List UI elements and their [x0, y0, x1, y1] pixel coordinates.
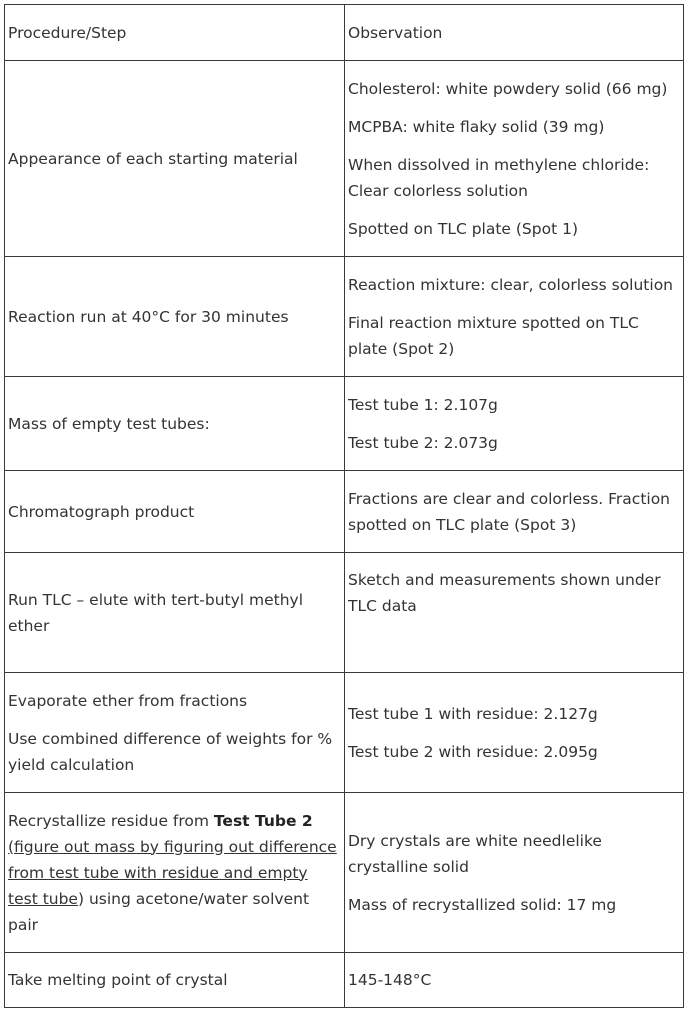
observation-text: Test tube 1 with residue: 2.127g [348, 704, 598, 723]
table-row [5, 793, 684, 953]
observation-text: Cholesterol: white powdery solid (66 mg) [348, 79, 668, 98]
observation-cell [345, 553, 684, 673]
procedure-text: Appearance of each starting material [8, 149, 298, 168]
observation-text: Spotted on TLC plate (Spot 1) [348, 219, 579, 238]
procedure-text [8, 808, 340, 938]
observation-text: Reaction mixture: clear, colorless solution [348, 275, 674, 294]
observation-text: Test tube 1: 2.107g [348, 395, 498, 414]
observation-cell [345, 377, 684, 471]
observation-cell [345, 793, 684, 953]
lab-procedure-table [4, 4, 684, 1008]
observation-text: Sketch and measurements shown under TLC data [348, 571, 661, 615]
table-row [5, 953, 684, 1008]
observation-cell [345, 673, 684, 793]
observation-text: 145-148°C [348, 971, 432, 989]
procedure-prefix: Recrystallize residue from [8, 811, 214, 830]
observation-text: Fractions are clear and colorless. Fraction spotted on TLC plate (Spot 3) [348, 489, 671, 534]
test-tube-emphasis: Test Tube 2 [213, 811, 313, 830]
procedure-suffix: ) using acetone/water solvent pair [8, 889, 310, 934]
procedure-cell [5, 793, 345, 953]
observation-text: Dry crystals are white needlelike crystalline solid [348, 831, 602, 876]
table-row [5, 257, 684, 377]
table-row [5, 471, 684, 553]
table-row [5, 377, 684, 471]
procedure-text: Use combined difference of weights for % yield calculation [8, 729, 333, 774]
observation-text: Test tube 2: 2.073g [348, 433, 498, 452]
procedure-text: Run TLC – elute with tert-butyl methyl ether [8, 590, 304, 635]
procedure-cell [5, 471, 345, 553]
observation-text: Final reaction mixture spotted on TLC plate (Spot 2) [348, 313, 639, 358]
header-observation: Observation [345, 5, 684, 61]
observation-text: MCPBA: white flaky solid (39 mg) [348, 117, 605, 136]
table-row [5, 673, 684, 793]
table-row [5, 61, 684, 257]
observation-cell [345, 257, 684, 377]
procedure-text: Mass of empty test tubes: [8, 414, 210, 433]
underlined-note: (figure out mass by figuring out difference from test tube with residue and empty test tube [8, 837, 337, 908]
observation-text: When dissolved in methylene chloride: Clear colorless solution [348, 155, 650, 200]
procedure-text: Evaporate ether from fractions [8, 691, 248, 710]
observation-cell [345, 61, 684, 257]
procedure-text: Take melting point of crystal [8, 971, 228, 989]
procedure-cell [5, 61, 345, 257]
procedure-cell [5, 953, 345, 1008]
observation-text: Mass of recrystallized solid: 17 mg [348, 895, 617, 914]
procedure-cell [5, 553, 345, 673]
observation-cell [345, 953, 684, 1008]
table-row [5, 553, 684, 673]
procedure-text: Chromatograph product [8, 502, 195, 521]
procedure-cell [5, 377, 345, 471]
procedure-text: Reaction run at 40°C for 30 minutes [8, 307, 289, 326]
procedure-cell [5, 257, 345, 377]
observation-cell [345, 471, 684, 553]
procedure-cell [5, 673, 345, 793]
header-procedure: Procedure/Step [5, 5, 345, 61]
header-row [5, 5, 684, 61]
observation-text: Test tube 2 with residue: 2.095g [348, 742, 598, 761]
